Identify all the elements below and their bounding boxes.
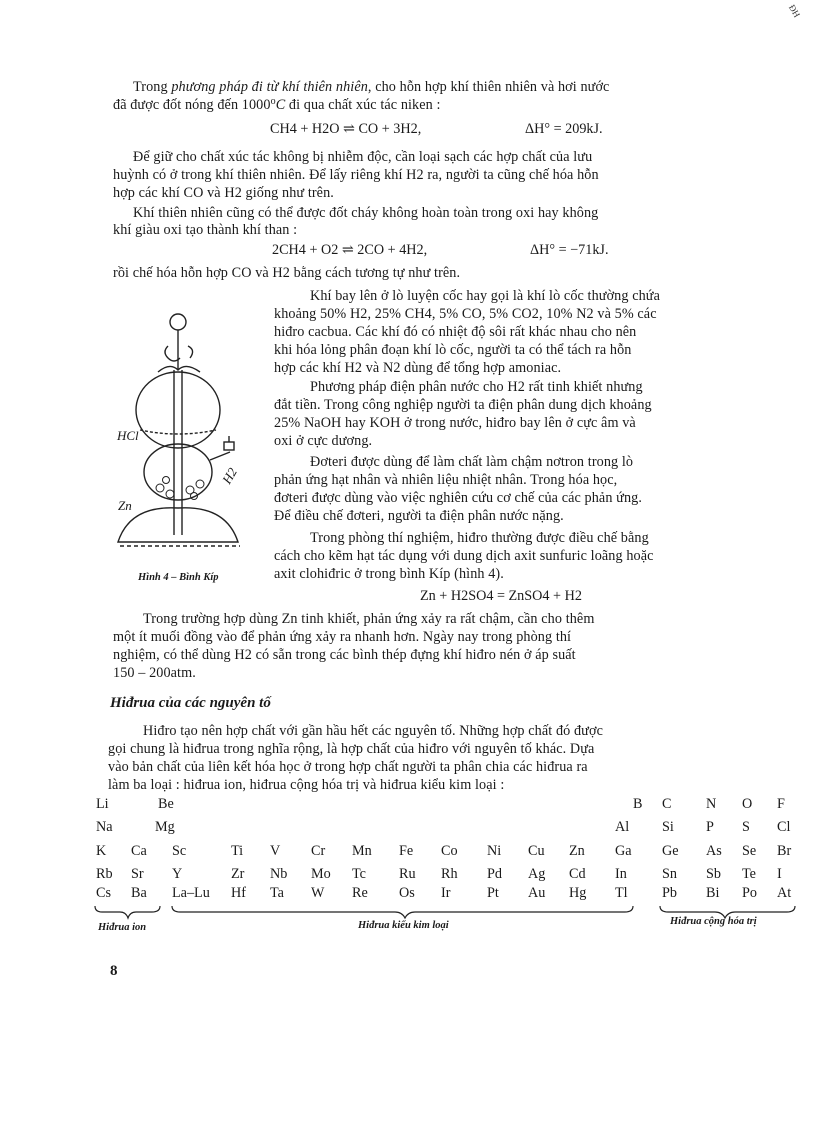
- element-cell: Cs: [96, 885, 111, 901]
- element-cell: Pd: [487, 866, 502, 882]
- group-label-covalent: Hiđrua cộng hóa trị: [670, 916, 757, 927]
- center-tube: [174, 370, 182, 535]
- element-cell: Hg: [569, 885, 587, 901]
- equation-1-enthalpy: [525, 119, 603, 139]
- para5-line3: 25% NaOH hay KOH ở trong nước, hiđro bay lên ở cực âm và: [274, 415, 636, 431]
- equation-1-reaction: CH4 + H2O ⇌ CO + 3H2,: [270, 121, 422, 137]
- equation-1: [270, 119, 421, 139]
- para4-line3: hiđro cacbua. Các khí đó có nhiệt độ sôi rất khác nhau cho nên: [274, 324, 637, 340]
- para6-line4: Để điều chế đơteri, người ta điện phân nước nặng.: [274, 508, 564, 524]
- element-cell: Ti: [231, 843, 244, 859]
- element-cell: As: [706, 843, 722, 859]
- para9-line4: làm ba loại : hiđrua ion, hiđrua cộng hóa trị và hiđrua kiểu kim loại :: [108, 777, 505, 793]
- lower-bulb: [118, 508, 238, 542]
- brace-ion: [95, 906, 160, 918]
- element-cell: Zr: [231, 866, 245, 882]
- element-cell: I: [777, 866, 782, 882]
- element-cell: Ni: [487, 843, 502, 859]
- label-hcl: HCl: [117, 428, 139, 443]
- element-cell: Al: [615, 819, 630, 835]
- element-cell: Zn: [569, 843, 585, 859]
- label-h2: H2: [219, 465, 240, 487]
- element-cell: Ca: [131, 843, 147, 859]
- element-cell: Hf: [231, 885, 246, 901]
- para4-line1: Khí bay lên ở lò luyện cốc hay gọi là khí lò cốc thường chứa: [310, 288, 660, 304]
- equation-2: [272, 240, 427, 260]
- element-cell: Mo: [311, 866, 331, 882]
- brace-metal: [172, 906, 633, 918]
- element-cell: Si: [662, 819, 674, 835]
- element-cell: Rb: [96, 866, 113, 882]
- equation-1-dh: ΔH° = 209kJ.: [525, 121, 603, 137]
- funnel-top-icon: [158, 314, 200, 372]
- label-zn: Zn: [118, 498, 132, 513]
- para8-line3: nghiệm, có thể dùng H2 có sẵn trong các bình thép đựng khí hiđro nén ở áp suất: [113, 647, 576, 663]
- element-cell: Fe: [399, 843, 414, 859]
- element-cell: O: [742, 796, 753, 812]
- para1-l2-pre: đã được đốt nóng đến 1000: [113, 97, 271, 113]
- element-cell: Ga: [615, 843, 632, 859]
- element-cell: C: [662, 796, 672, 812]
- element-cell: Sc: [172, 843, 187, 859]
- para2-line1: Để giữ cho chất xúc tác không bị nhiễm độc, cần loại sạch các hợp chất của lưu: [133, 149, 593, 165]
- para1-emphasis: phương pháp đi từ khí thiên nhiên: [171, 79, 368, 95]
- element-cell: Os: [399, 885, 415, 901]
- element-cell: Li: [96, 796, 109, 812]
- liquid-level: [140, 430, 216, 434]
- figure-caption: Hình 4 – Bình Kíp: [138, 572, 219, 583]
- group-label-ion: Hiđrua ion: [98, 922, 147, 933]
- para6-line1: Đơteri được dùng để làm chất làm chậm nơtron trong lò: [310, 454, 634, 470]
- para1-line2: [113, 95, 441, 115]
- page-number: 8: [110, 963, 118, 979]
- element-cell: Cu: [528, 843, 545, 859]
- para6-line3: đơteri được dùng vào việc nghiên cứu cơ chế của các phản ứng.: [274, 490, 642, 506]
- para6-line2: phản ứng hạt nhân và nhiên liệu nhiệt nhân. Trong hóa học,: [274, 472, 618, 488]
- middle-bulb: [144, 444, 212, 500]
- equation-3: Zn + H2SO4 = ZnSO4 + H2: [420, 588, 582, 604]
- element-cell: Na: [96, 819, 113, 835]
- equation-2-enthalpy: [530, 240, 609, 260]
- element-cell: S: [742, 819, 750, 835]
- para2-line2: huỳnh có ở trong khí thiên nhiên. Để lấy riêng khí H2 ra, người ta cũng chế hóa hỗn: [113, 167, 599, 183]
- element-cell: Sn: [662, 866, 677, 882]
- para7-line3: axit clohiđric ở trong bình Kíp (hình 4).: [274, 566, 504, 582]
- element-cell: Cl: [777, 819, 791, 835]
- element-cell: Au: [528, 885, 546, 901]
- element-cell: V: [270, 843, 281, 859]
- element-cell: Tc: [352, 866, 366, 882]
- element-cell: At: [777, 885, 792, 901]
- para7-line2: cách cho kẽm hạt tác dụng với dung dịch axit sunfuric loãng hoặc: [274, 548, 654, 564]
- element-cell: Re: [352, 885, 368, 901]
- upper-bulb: [136, 372, 220, 448]
- para9-line1: Hiđro tạo nên hợp chất với gần hầu hết các nguyên tố. Những hợp chất đó được: [143, 723, 603, 739]
- element-cell: Ir: [441, 885, 451, 901]
- group-label-metal: Hiđrua kiểu kim loại: [358, 920, 449, 931]
- para3-line1: Khí thiên nhiên cũng có thể được đốt cháy không hoàn toàn trong oxi hay không: [133, 205, 599, 221]
- celsius-unit: C: [275, 97, 286, 113]
- element-cell: Te: [742, 866, 756, 882]
- element-cell: Pb: [662, 885, 677, 901]
- para1-line1: [133, 77, 609, 97]
- element-cell: Se: [742, 843, 757, 859]
- element-cell: N: [706, 796, 717, 812]
- element-cell: Ba: [131, 885, 147, 901]
- element-cell: Rh: [441, 866, 458, 882]
- element-cell: Be: [158, 796, 174, 812]
- corner-mark: ĐH: [786, 2, 803, 20]
- equation-2-reaction: 2CH4 + O2 ⇌ 2CO + 4H2,: [272, 242, 428, 258]
- para4-line2: khoảng 50% H2, 25% CH4, 5% CO, 5% CO2, 10% N2 và 5% các: [274, 306, 657, 322]
- element-cell: Sb: [706, 866, 721, 882]
- para8-line1: Trong trường hợp dùng Zn tinh khiết, phản ứng xảy ra rất chậm, cần cho thêm: [143, 611, 595, 627]
- element-cell: Ge: [662, 843, 679, 859]
- element-cell: Pt: [487, 885, 499, 901]
- element-cell: Ag: [528, 866, 546, 882]
- element-cell: Po: [742, 885, 757, 901]
- para8-line4: 150 – 200atm.: [113, 665, 196, 681]
- element-cell: Mg: [155, 819, 175, 835]
- element-cell: Ta: [270, 885, 284, 901]
- element-cell: In: [615, 866, 627, 882]
- element-cell: Bi: [706, 885, 720, 901]
- para3-line3: rồi chế hóa hỗn hợp CO và H2 bằng cách tương tự như trên.: [113, 265, 461, 281]
- para5-line4: oxi ở cực dương.: [274, 433, 373, 449]
- element-cell: Tl: [615, 885, 628, 901]
- degree-sup: o: [270, 96, 276, 107]
- para5-line1: Phương pháp điện phân nước cho H2 rất tinh khiết nhưng: [310, 379, 643, 395]
- para1-pre: Trong: [133, 79, 172, 95]
- element-cell: Y: [172, 866, 183, 882]
- para7-line1: Trong phòng thí nghiệm, hiđro thường được điều chế bằng: [310, 530, 649, 546]
- para5-line2: đắt tiền. Trong công nghiệp người ta điện phân dung dịch khoảng: [274, 397, 652, 413]
- para3-line2: khí giàu oxi tạo thành khí than :: [113, 222, 298, 238]
- element-cell: P: [706, 819, 714, 835]
- element-cell: La–Lu: [172, 885, 210, 901]
- element-cell: Cr: [311, 843, 326, 859]
- element-cell: Sr: [131, 866, 144, 882]
- para1-l2-post: đi qua chất xúc tác niken :: [285, 97, 441, 113]
- element-cell: Mn: [352, 843, 372, 859]
- equation-2-dh: ΔH° = −71kJ.: [530, 242, 609, 258]
- para9-line3: vào bản chất của liên kết hóa học ở trong hợp chất người ta phân chia các hiđrua ra: [108, 759, 588, 775]
- para9-line2: gọi chung là hiđrua trong nghĩa rộng, là hợp chất của hiđro với nguyên tố khác. Dựa: [108, 741, 595, 757]
- para4-line4: khi hóa lỏng phân đoạn khí lò cốc, người ta có thể tách ra hỗn: [274, 342, 632, 358]
- element-cell: Br: [777, 843, 792, 859]
- gas-outlet-valve-icon: [210, 436, 234, 460]
- element-cell: Ru: [399, 866, 416, 882]
- para2-line3: hợp các khí CO và H2 giống như trên.: [113, 185, 334, 201]
- element-cell: Nb: [270, 866, 288, 882]
- para4-line5: hợp các khí H2 và N2 dùng để tổng hợp amoniac.: [274, 360, 562, 376]
- element-cell: Cd: [569, 866, 586, 882]
- section-title: Hiđrua của các nguyên tố: [110, 695, 271, 711]
- element-cell: K: [96, 843, 107, 859]
- element-cell: W: [311, 885, 325, 901]
- para8-line2: một ít muối đồng vào để phản ứng xảy ra nhanh hơn. Ngày nay trong phòng thí: [113, 629, 572, 645]
- element-cell: F: [777, 796, 785, 812]
- element-cell: Co: [441, 843, 458, 859]
- element-cell: B: [633, 796, 643, 812]
- para1-post: , cho hỗn hợp khí thiên nhiên và hơi nước: [367, 79, 610, 95]
